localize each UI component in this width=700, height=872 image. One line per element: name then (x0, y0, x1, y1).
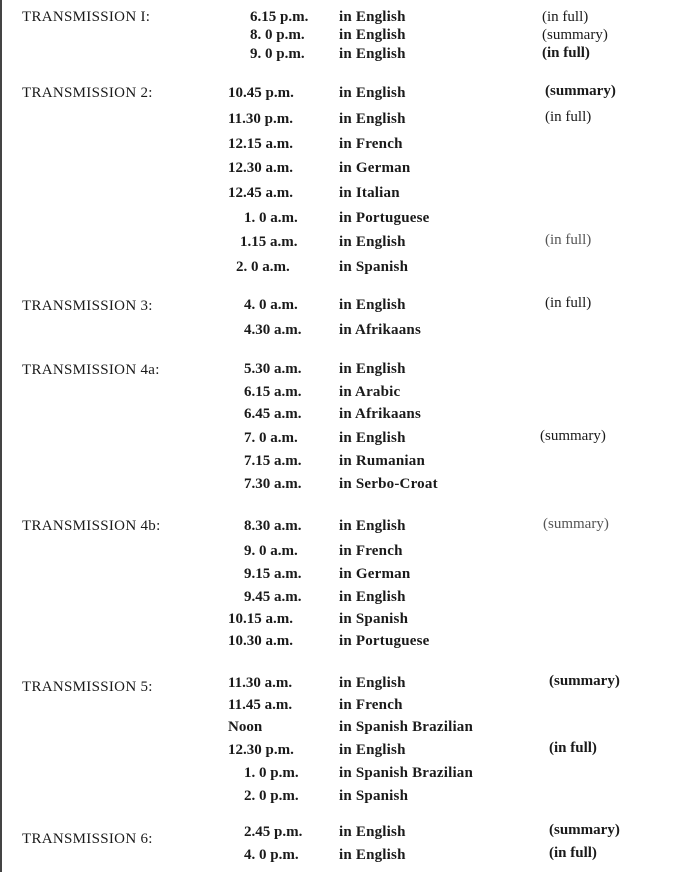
time-cell: 6.15 p.m. (250, 9, 309, 25)
language-cell: in French (339, 543, 403, 559)
time-cell: 6.15 a.m. (244, 384, 302, 400)
time-cell: 8. 0 p.m. (250, 27, 305, 43)
language-cell: in English (339, 589, 406, 605)
note-cell: (summary) (540, 428, 606, 444)
note-cell: (summary) (542, 27, 608, 43)
transmission-4b-label: TRANSMISSION 4b: (22, 518, 161, 534)
note-cell: (in full) (542, 9, 589, 25)
language-cell: in Spanish (339, 788, 409, 804)
note-cell: (summary) (549, 673, 620, 689)
language-cell: in Spanish (339, 611, 409, 627)
time-cell: 12.30 a.m. (228, 160, 293, 176)
language-cell: in Portuguese (339, 633, 430, 649)
time-cell: 7.30 a.m. (244, 476, 302, 492)
note-cell: (summary) (545, 83, 616, 99)
language-cell: in Spanish Brazilian (339, 719, 474, 735)
language-cell: in Spanish Brazilian (339, 765, 474, 781)
time-cell: 10.15 a.m. (228, 611, 293, 627)
language-cell: in English (339, 85, 406, 101)
language-cell: in Italian (339, 185, 400, 201)
time-cell: 12.45 a.m. (228, 185, 293, 201)
language-cell: in English (339, 46, 406, 62)
time-cell: 7.15 a.m. (244, 453, 302, 469)
time-cell: 5.30 a.m. (244, 361, 302, 377)
time-cell: 4. 0 p.m. (244, 847, 299, 863)
language-cell: in Serbo-Croat (339, 476, 438, 492)
note-cell: (in full) (545, 232, 592, 248)
language-cell: in English (339, 430, 406, 446)
time-cell: 4. 0 a.m. (244, 297, 298, 313)
language-cell: in Portuguese (339, 210, 430, 226)
time-cell: 12.15 a.m. (228, 136, 293, 152)
time-cell: 1. 0 p.m. (244, 765, 299, 781)
language-cell: in French (339, 136, 403, 152)
time-cell: 2. 0 p.m. (244, 788, 299, 804)
language-cell: in Afrikaans (339, 406, 422, 422)
note-cell: (in full) (542, 45, 590, 61)
transmission-2-label: TRANSMISSION 2: (22, 85, 153, 101)
page-left-edge (0, 0, 2, 872)
time-cell: 9. 0 p.m. (250, 46, 305, 62)
time-cell: 11.30 a.m. (228, 675, 293, 691)
time-cell: 7. 0 a.m. (244, 430, 298, 446)
language-cell: in English (339, 675, 406, 691)
note-cell: (in full) (545, 295, 592, 311)
language-cell: in Rumanian (339, 453, 425, 469)
transmission-6-label: TRANSMISSION 6: (22, 831, 153, 847)
language-cell: in Afrikaans (339, 322, 422, 338)
note-cell: (in full) (545, 109, 592, 125)
language-cell: in Spanish (339, 259, 409, 275)
language-cell: in English (339, 297, 406, 313)
language-cell: in German (339, 566, 411, 582)
language-cell: in Arabic (339, 384, 401, 400)
note-cell: (in full) (549, 845, 597, 861)
time-cell: 10.30 a.m. (228, 633, 293, 649)
language-cell: in English (339, 742, 406, 758)
time-cell: 1.15 a.m. (240, 234, 298, 250)
note-cell: (in full) (549, 740, 597, 756)
language-cell: in English (339, 824, 406, 840)
language-cell: in English (339, 361, 406, 377)
language-cell: in French (339, 697, 403, 713)
time-cell: 12.30 p.m. (228, 742, 294, 758)
time-cell: 2.45 p.m. (244, 824, 303, 840)
transmission-4a-label: TRANSMISSION 4a: (22, 362, 160, 378)
time-cell: 1. 0 a.m. (244, 210, 298, 226)
time-cell: 11.30 p.m. (228, 111, 294, 127)
time-cell: 6.45 a.m. (244, 406, 302, 422)
transmission-3-label: TRANSMISSION 3: (22, 298, 153, 314)
time-cell: 4.30 a.m. (244, 322, 302, 338)
language-cell: in English (339, 234, 406, 250)
time-cell: 9.15 a.m. (244, 566, 302, 582)
note-cell: (summary) (549, 822, 620, 838)
language-cell: in German (339, 160, 411, 176)
language-cell: in English (339, 27, 406, 43)
transmission-5-label: TRANSMISSION 5: (22, 679, 153, 695)
language-cell: in English (339, 518, 406, 534)
time-cell: 9.45 a.m. (244, 589, 302, 605)
time-cell: 9. 0 a.m. (244, 543, 298, 559)
language-cell: in English (339, 111, 406, 127)
time-cell: 8.30 a.m. (244, 518, 302, 534)
transmission-1-label: TRANSMISSION I: (22, 9, 151, 25)
time-cell: Noon (228, 719, 263, 735)
time-cell: 11.45 a.m. (228, 697, 293, 713)
time-cell: 2. 0 a.m. (236, 259, 290, 275)
note-cell: (summary) (543, 516, 609, 532)
language-cell: in English (339, 847, 406, 863)
time-cell: 10.45 p.m. (228, 85, 294, 101)
language-cell: in English (339, 9, 406, 25)
